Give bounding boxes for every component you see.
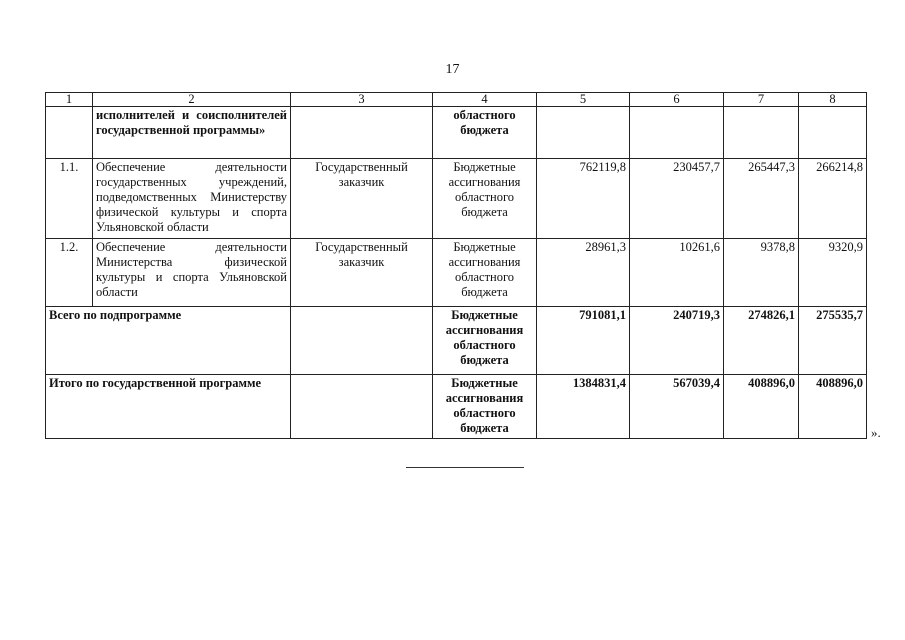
program-total-row — [46, 375, 867, 439]
separator-line — [406, 467, 524, 468]
row-executor — [291, 107, 433, 159]
total-value-col8: 275535,7 — [799, 307, 867, 375]
total-value-col7: 274826,1 — [724, 307, 799, 375]
subprogram-total-row — [46, 307, 867, 375]
header-cell: 1 — [46, 93, 93, 107]
total-value-col7: 408896,0 — [724, 375, 799, 439]
total-label: Всего по подпрограмме — [46, 307, 291, 375]
total-value-col6: 567039,4 — [630, 375, 724, 439]
row-funding-source: Бюджетные ассигнования областного бюджета — [433, 239, 537, 307]
row-value-col8: 266214,8 — [799, 159, 867, 239]
row-value-col6: 10261,6 — [630, 239, 724, 307]
table-row — [46, 239, 867, 307]
row-number: 1.1. — [46, 159, 93, 239]
row-name: Обеспечение деятельности Министерства физической культуры и спорта Ульяновской области — [93, 239, 291, 307]
row-funding-source: Бюджетные ассигнования областного бюджета — [433, 159, 537, 239]
total-empty-cell — [291, 307, 433, 375]
total-value-col6: 240719,3 — [630, 307, 724, 375]
row-value-col8: 9320,9 — [799, 239, 867, 307]
table-row — [46, 107, 867, 159]
row-value-col7: 9378,8 — [724, 239, 799, 307]
budget-table — [45, 92, 867, 439]
row-value-col7: 265447,3 — [724, 159, 799, 239]
total-empty-cell — [291, 375, 433, 439]
total-funding-source: Бюджетные ассигнования областного бюджета — [433, 375, 537, 439]
row-value-col7 — [724, 107, 799, 159]
row-executor: Государственный заказчик — [291, 239, 433, 307]
header-cell: 8 — [799, 93, 867, 107]
closing-quote-mark: ». — [871, 425, 881, 440]
row-name: Обеспечение деятельности государственных учреждений, подведомственных Министерству физической культуры и спорта Ульяновской области — [93, 159, 291, 239]
table-header-row — [46, 93, 867, 107]
header-cell: 6 — [630, 93, 724, 107]
row-number — [46, 107, 93, 159]
row-value-col5: 762119,8 — [537, 159, 630, 239]
row-funding-source: областного бюджета — [433, 107, 537, 159]
header-cell: 3 — [291, 93, 433, 107]
table-row — [46, 159, 867, 239]
row-executor: Государственный заказчик — [291, 159, 433, 239]
header-cell: 7 — [724, 93, 799, 107]
header-cell: 4 — [433, 93, 537, 107]
page-number: 17 — [445, 62, 460, 77]
total-value-col5: 791081,1 — [537, 307, 630, 375]
row-value-col6: 230457,7 — [630, 159, 724, 239]
header-cell: 2 — [93, 93, 291, 107]
total-value-col8: 408896,0 — [799, 375, 867, 439]
total-value-col5: 1384831,4 — [537, 375, 630, 439]
total-funding-source: Бюджетные ассигнования областного бюджета — [433, 307, 537, 375]
header-cell: 5 — [537, 93, 630, 107]
total-label: Итого по государственной программе — [46, 375, 291, 439]
row-value-col5 — [537, 107, 630, 159]
row-number: 1.2. — [46, 239, 93, 307]
row-value-col5: 28961,3 — [537, 239, 630, 307]
row-value-col8 — [799, 107, 867, 159]
row-name: исполнителей и соисполнителей государственной программы» — [93, 107, 291, 159]
row-value-col6 — [630, 107, 724, 159]
